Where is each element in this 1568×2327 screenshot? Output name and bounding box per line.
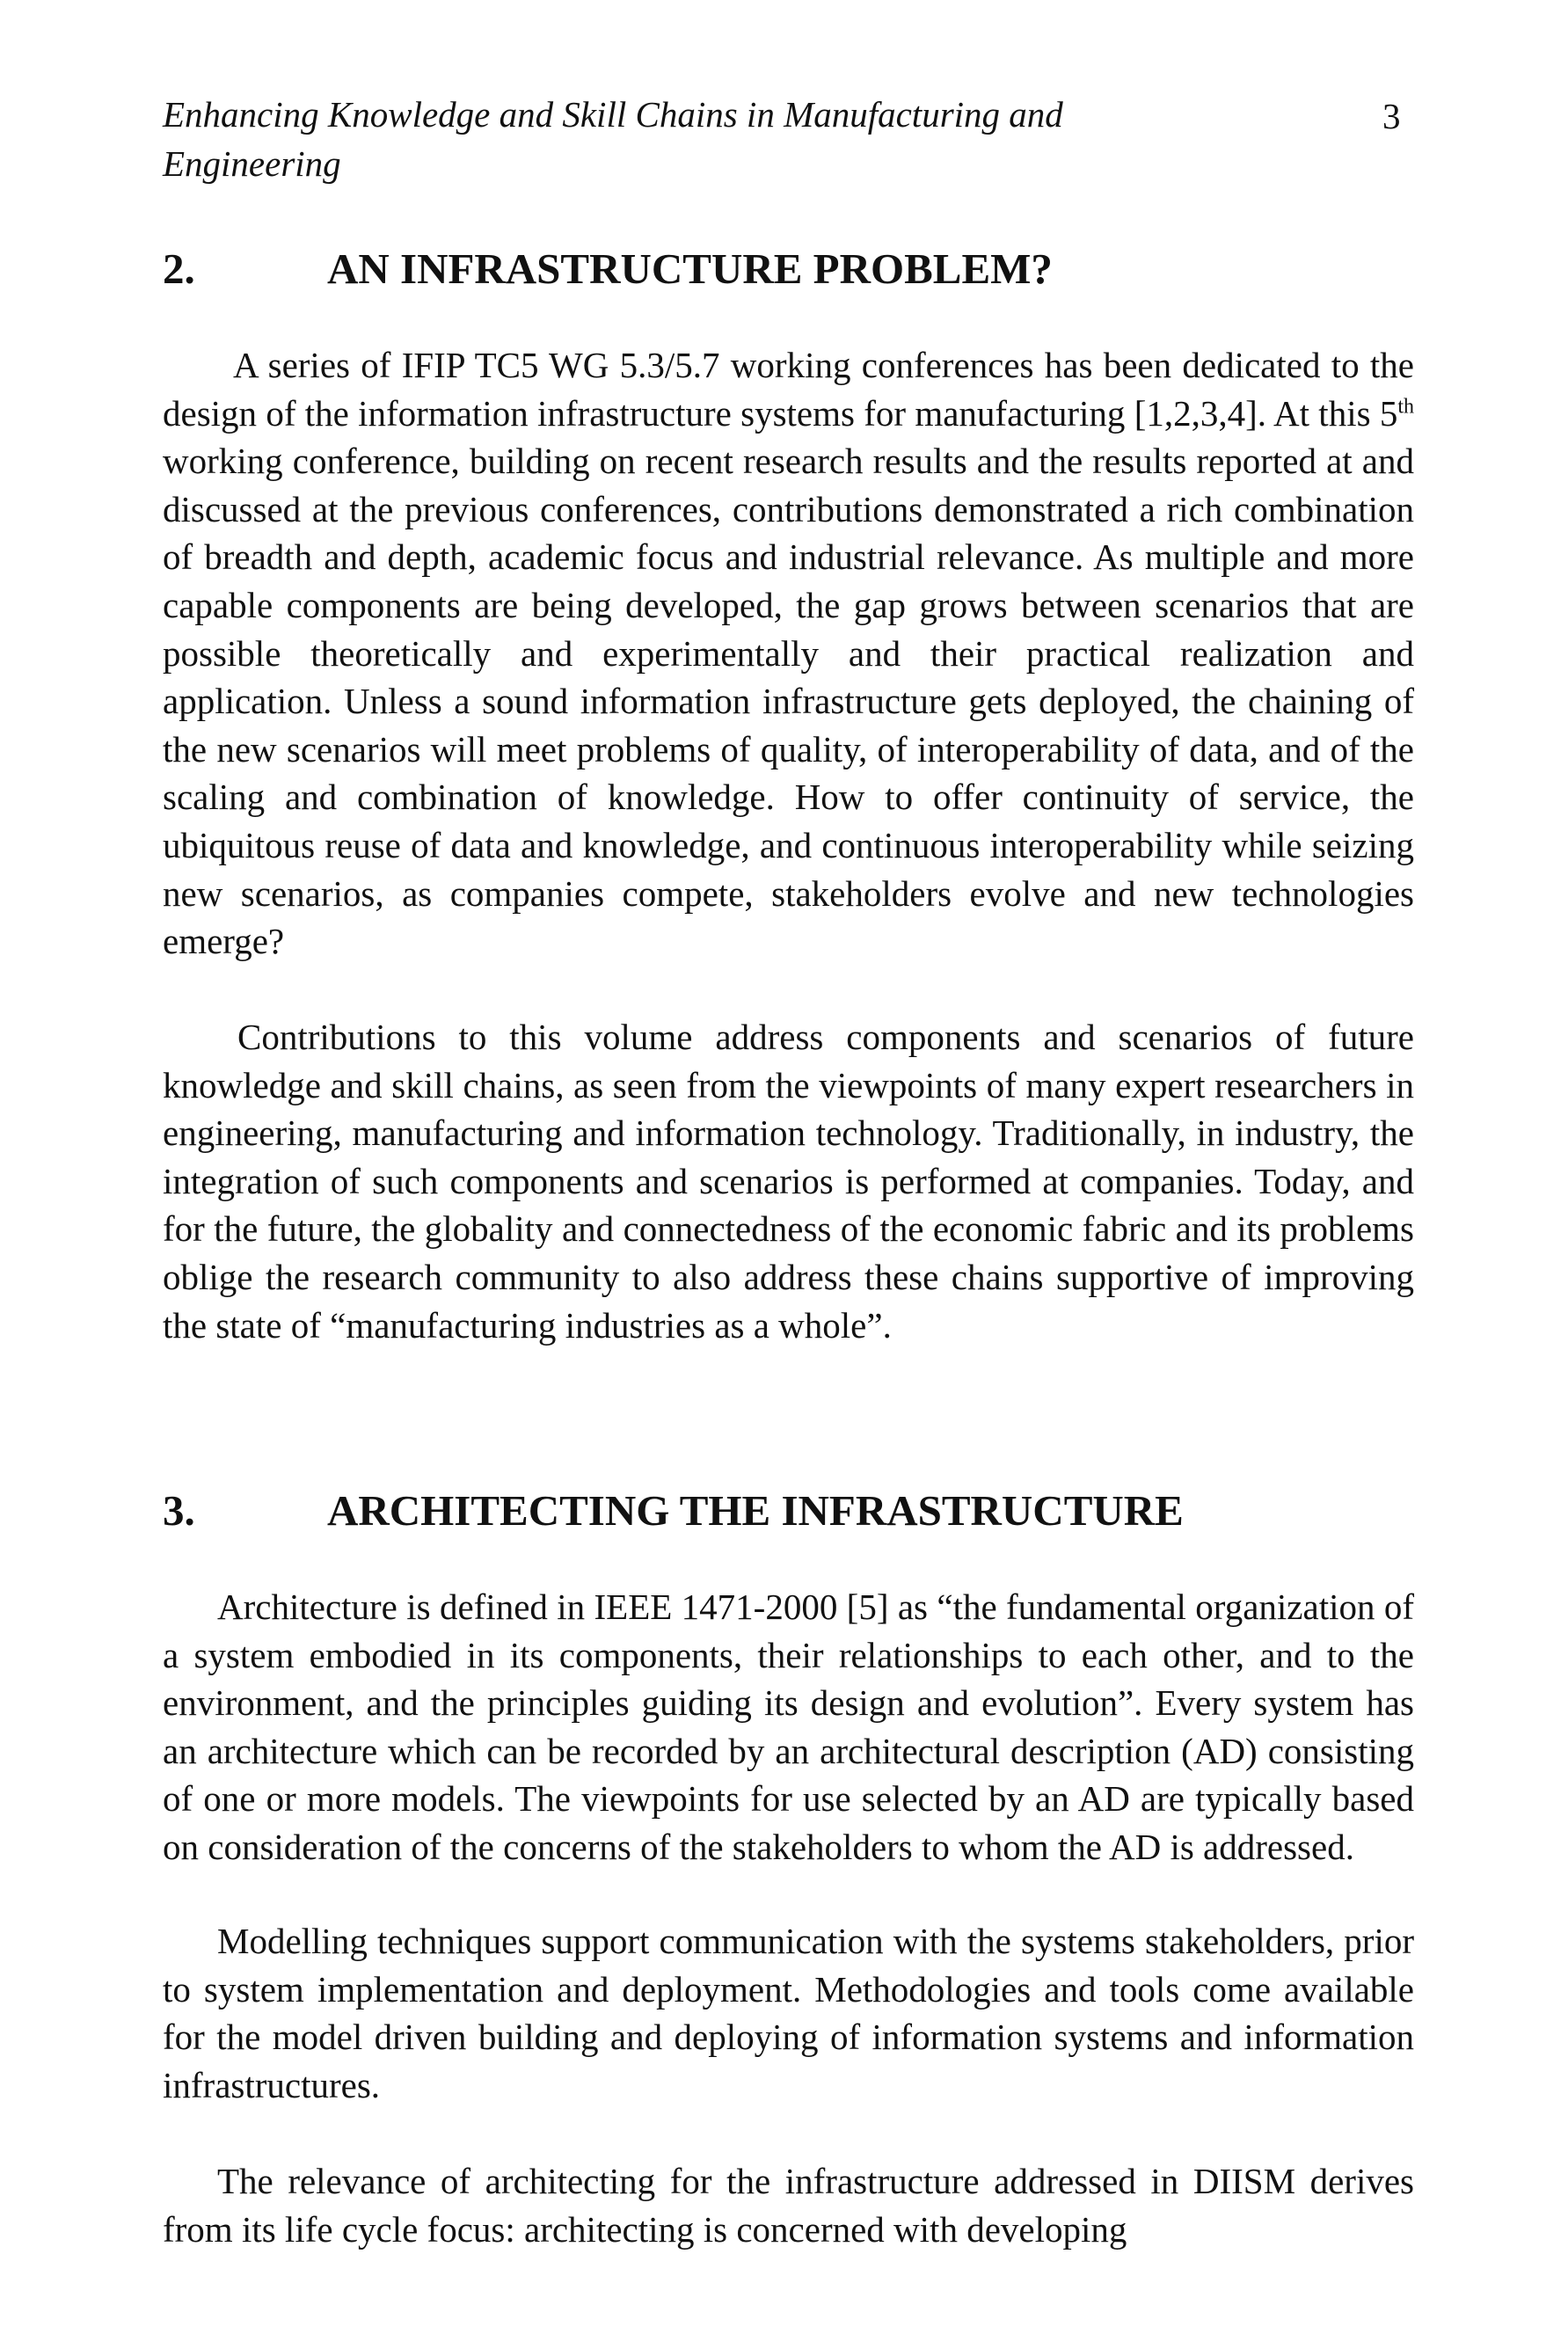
section-3-paragraph-3: The relevance of architecting for the infrastructure addressed in DIISM derives from its life cycle focus: architecting is concerned with developing bbox=[163, 2161, 1414, 2250]
section-2-heading bbox=[163, 243, 1053, 295]
paragraph-text: A series of IFIP TC5 WG 5.3/5.7 working conferences has been dedicated to the design of the information infrastructure systems for manufacturing [1,2,3,4]. At this 5 bbox=[163, 345, 1414, 434]
section-3-number: 3. bbox=[163, 1486, 195, 1535]
superscript-ordinal: th bbox=[1397, 394, 1414, 418]
section-3-paragraph-2: Modelling techniques support communication with the systems stakeholders, prior to system implementation and deployment. Methodologies and tools come available for the model driven building and deploying of information systems and information infrastructures. bbox=[163, 1921, 1414, 2105]
running-head-title: Enhancing Knowledge and Skill Chains in Manufacturing and Engineering bbox=[163, 94, 1063, 184]
page-number: 3 bbox=[1382, 96, 1401, 136]
section-3-paragraph-1: Architecture is defined in IEEE 1471-2000 [5] as “the fundamental organization of a system embodied in its components, their relationships to each other, and to the environment, and the principles guiding its design and evolution”. Every system has an architecture which can be recorded by an architectural description (AD) consisting of one or more models. The viewpoints for use selected by an AD are typically based on consideration of the concerns of the stakeholders to whom the AD is addressed. bbox=[163, 1587, 1414, 1867]
section-2-paragraph-1 bbox=[163, 341, 1414, 966]
section-2-number: 2. bbox=[163, 244, 195, 293]
section-3-title: ARCHITECTING THE INFRASTRUCTURE bbox=[327, 1486, 1184, 1535]
section-2-paragraph-2: Contributions to this volume address components and scenarios of future knowledge and skill chains, as seen from the viewpoints of many expert researchers in engineering, manufacturing and information technology. Traditionally, in industry, the integration of such components and scenarios is performed at companies. Today, and for the future, the globality and connectedness of the economic fabric and its problems oblige the research community to also address these chains supportive of improving the state of “manufacturing industries as a whole”. bbox=[163, 1017, 1414, 1346]
section-2-title: AN INFRASTRUCTURE PROBLEM? bbox=[327, 244, 1053, 293]
section-3-heading bbox=[163, 1484, 1184, 1537]
paragraph-text: working conference, building on recent research results and the results reported at and discussed at the previous conferences, contributions demonstrated a rich combination of breadth and depth, academic focus and industrial relevance. As multiple and more capable components are being developed, the gap grows between scenarios that are possible theoretically and experimentally and their practical realization and application. Unless a sound information infrastructure gets deployed, the chaining of the new scenarios will meet problems of quality, of interoperability of data, and of the scaling and combination of knowledge. How to offer continuity of service, the ubiquitous reuse of data and knowledge, and continuous interoperability while seizing new scenarios, as companies compete, stakeholders evolve and new technologies emerge? bbox=[163, 441, 1414, 962]
